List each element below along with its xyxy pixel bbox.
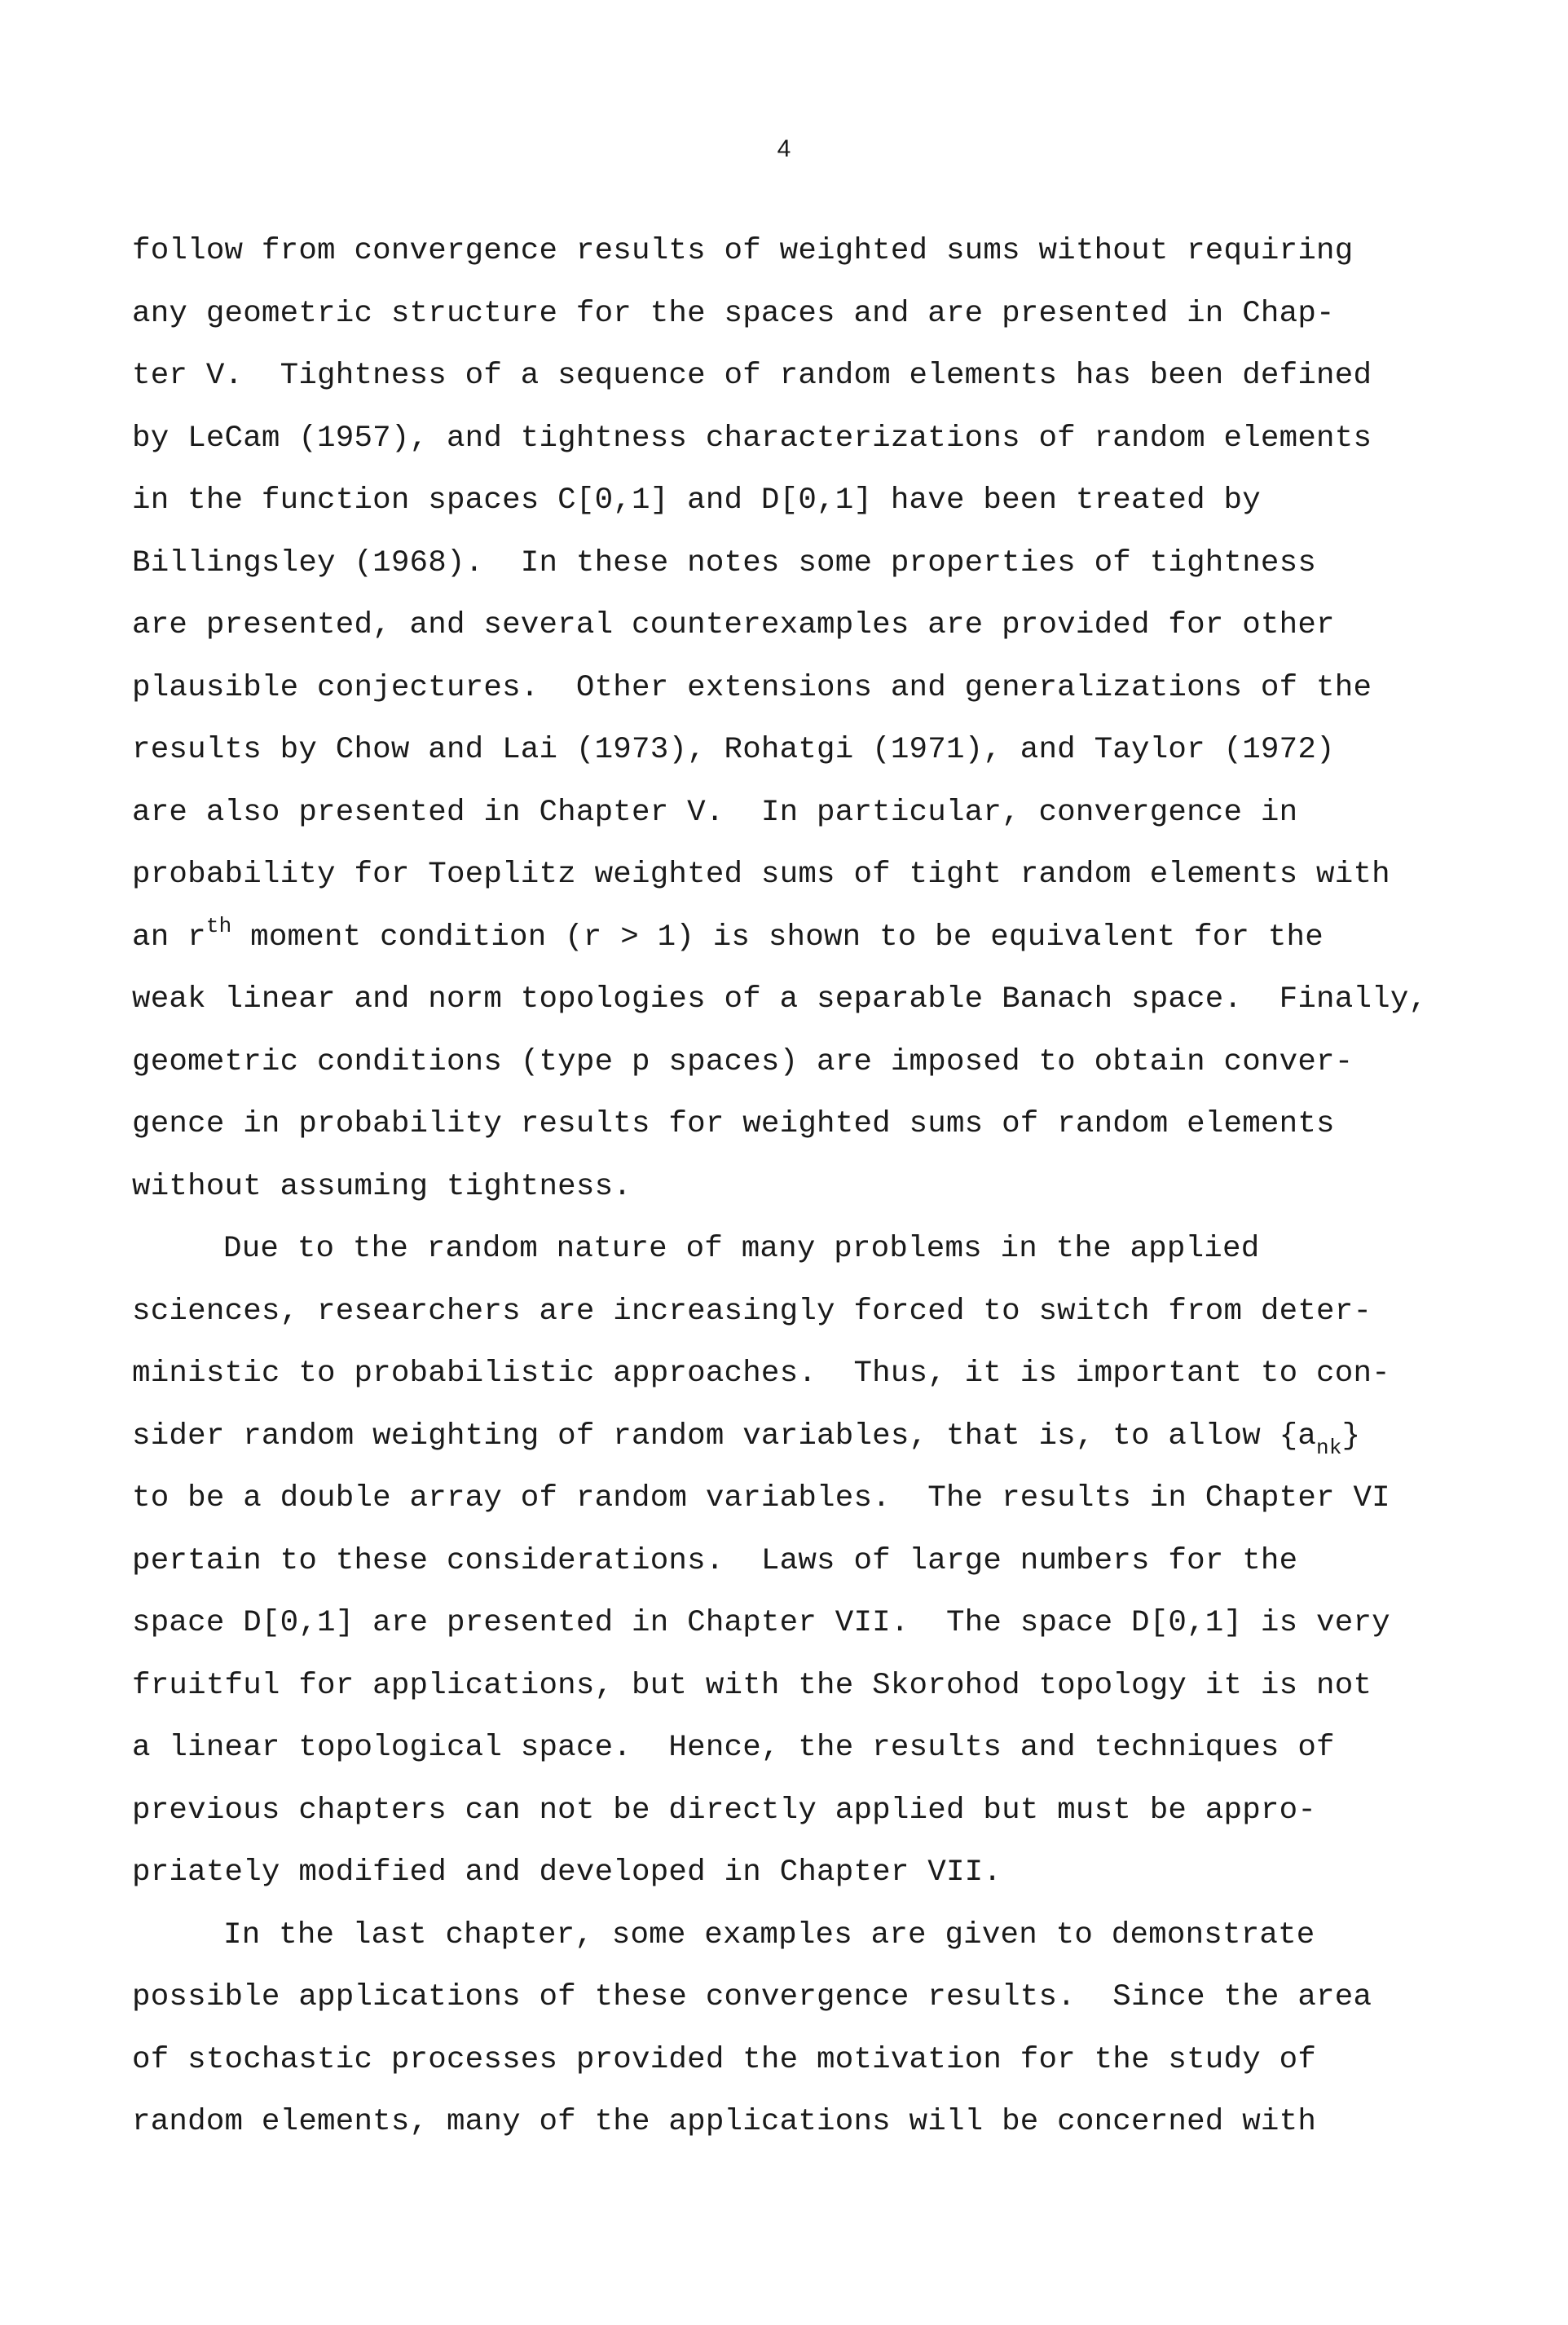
text-line: probability for Toeplitz weighted sums of tight random elements with: [132, 858, 1390, 892]
text-line: possible applications of these convergence results. Since the area: [132, 1980, 1372, 2014]
text-line: gence in probability results for weighted sums of random elements: [132, 1107, 1335, 1141]
text-line: results by Chow and Lai (1973), Rohatgi (1971), and Taylor (1972): [132, 733, 1335, 767]
paragraph-first-line: Due to the random nature of many problems in the applied: [223, 1232, 1260, 1266]
text-line: without assuming tightness.: [132, 1169, 632, 1204]
text-line: priately modified and developed in Chapter VII.: [132, 1855, 1002, 1890]
text-line: fruitful for applications, but with the Skorohod topology it is not: [132, 1668, 1372, 1703]
text-line-ank: [132, 1405, 1485, 1468]
text-line: are presented, and several counterexamples are provided for other: [132, 608, 1335, 642]
text-line: previous chapters can not be directly applied but must be appro-: [132, 1793, 1317, 1828]
text-line: any geometric structure for the spaces and are presented in Chap-: [132, 296, 1335, 331]
text-fragment: sider random weighting of random variables, that is, to allow {a: [132, 1418, 1317, 1454]
text-line: are also presented in Chapter V. In particular, convergence in: [132, 795, 1298, 830]
text-line: of stochastic processes provided the motivation for the study of: [132, 2042, 1317, 2077]
text-line: in the function spaces C[0,1] and D[0,1] have been treated by: [132, 483, 1261, 518]
text-fragment: }: [1341, 1418, 1361, 1454]
text-fragment: an r: [132, 920, 206, 955]
paragraph-first-line: In the last chapter, some examples are given to demonstrate: [223, 1917, 1315, 1952]
superscript: th: [205, 913, 232, 938]
text-line: random elements, many of the applications will be concerned with: [132, 2105, 1317, 2139]
text-fragment: moment condition (r > 1) is shown to be equivalent for the: [231, 920, 1324, 955]
subscript: nk: [1316, 1435, 1342, 1460]
text-line: a linear topological space. Hence, the results and techniques of: [132, 1731, 1335, 1765]
text-line: to be a double array of random variables. The results in Chapter VI: [132, 1481, 1390, 1515]
text-line: pertain to these considerations. Laws of large numbers for the: [132, 1543, 1298, 1578]
text-line: space D[0,1] are presented in Chapter VII. The space D[0,1] is very: [132, 1606, 1390, 1640]
text-line: weak linear and norm topologies of a separable Banach space. Finally,: [132, 982, 1428, 1017]
text-line: plausible conjectures. Other extensions and generalizations of the: [132, 670, 1372, 705]
text-line: follow from convergence results of weighted sums without requiring: [132, 234, 1354, 268]
text-line: ministic to probabilistic approaches. Thus, it is important to con-: [132, 1357, 1390, 1391]
text-line-rth: [132, 907, 1485, 969]
text-line: by LeCam (1957), and tightness characterizations of random elements: [132, 421, 1372, 456]
text-line: geometric conditions (type p spaces) are imposed to obtain conver-: [132, 1044, 1354, 1079]
text-line: ter V. Tightness of a sequence of random elements has been defined: [132, 359, 1372, 393]
text-line: sciences, researchers are increasingly forced to switch from deter-: [132, 1294, 1372, 1329]
body-text: [132, 220, 1485, 2154]
page-number: 4: [777, 135, 791, 162]
text-line: Billingsley (1968). In these notes some properties of tightness: [132, 545, 1317, 580]
